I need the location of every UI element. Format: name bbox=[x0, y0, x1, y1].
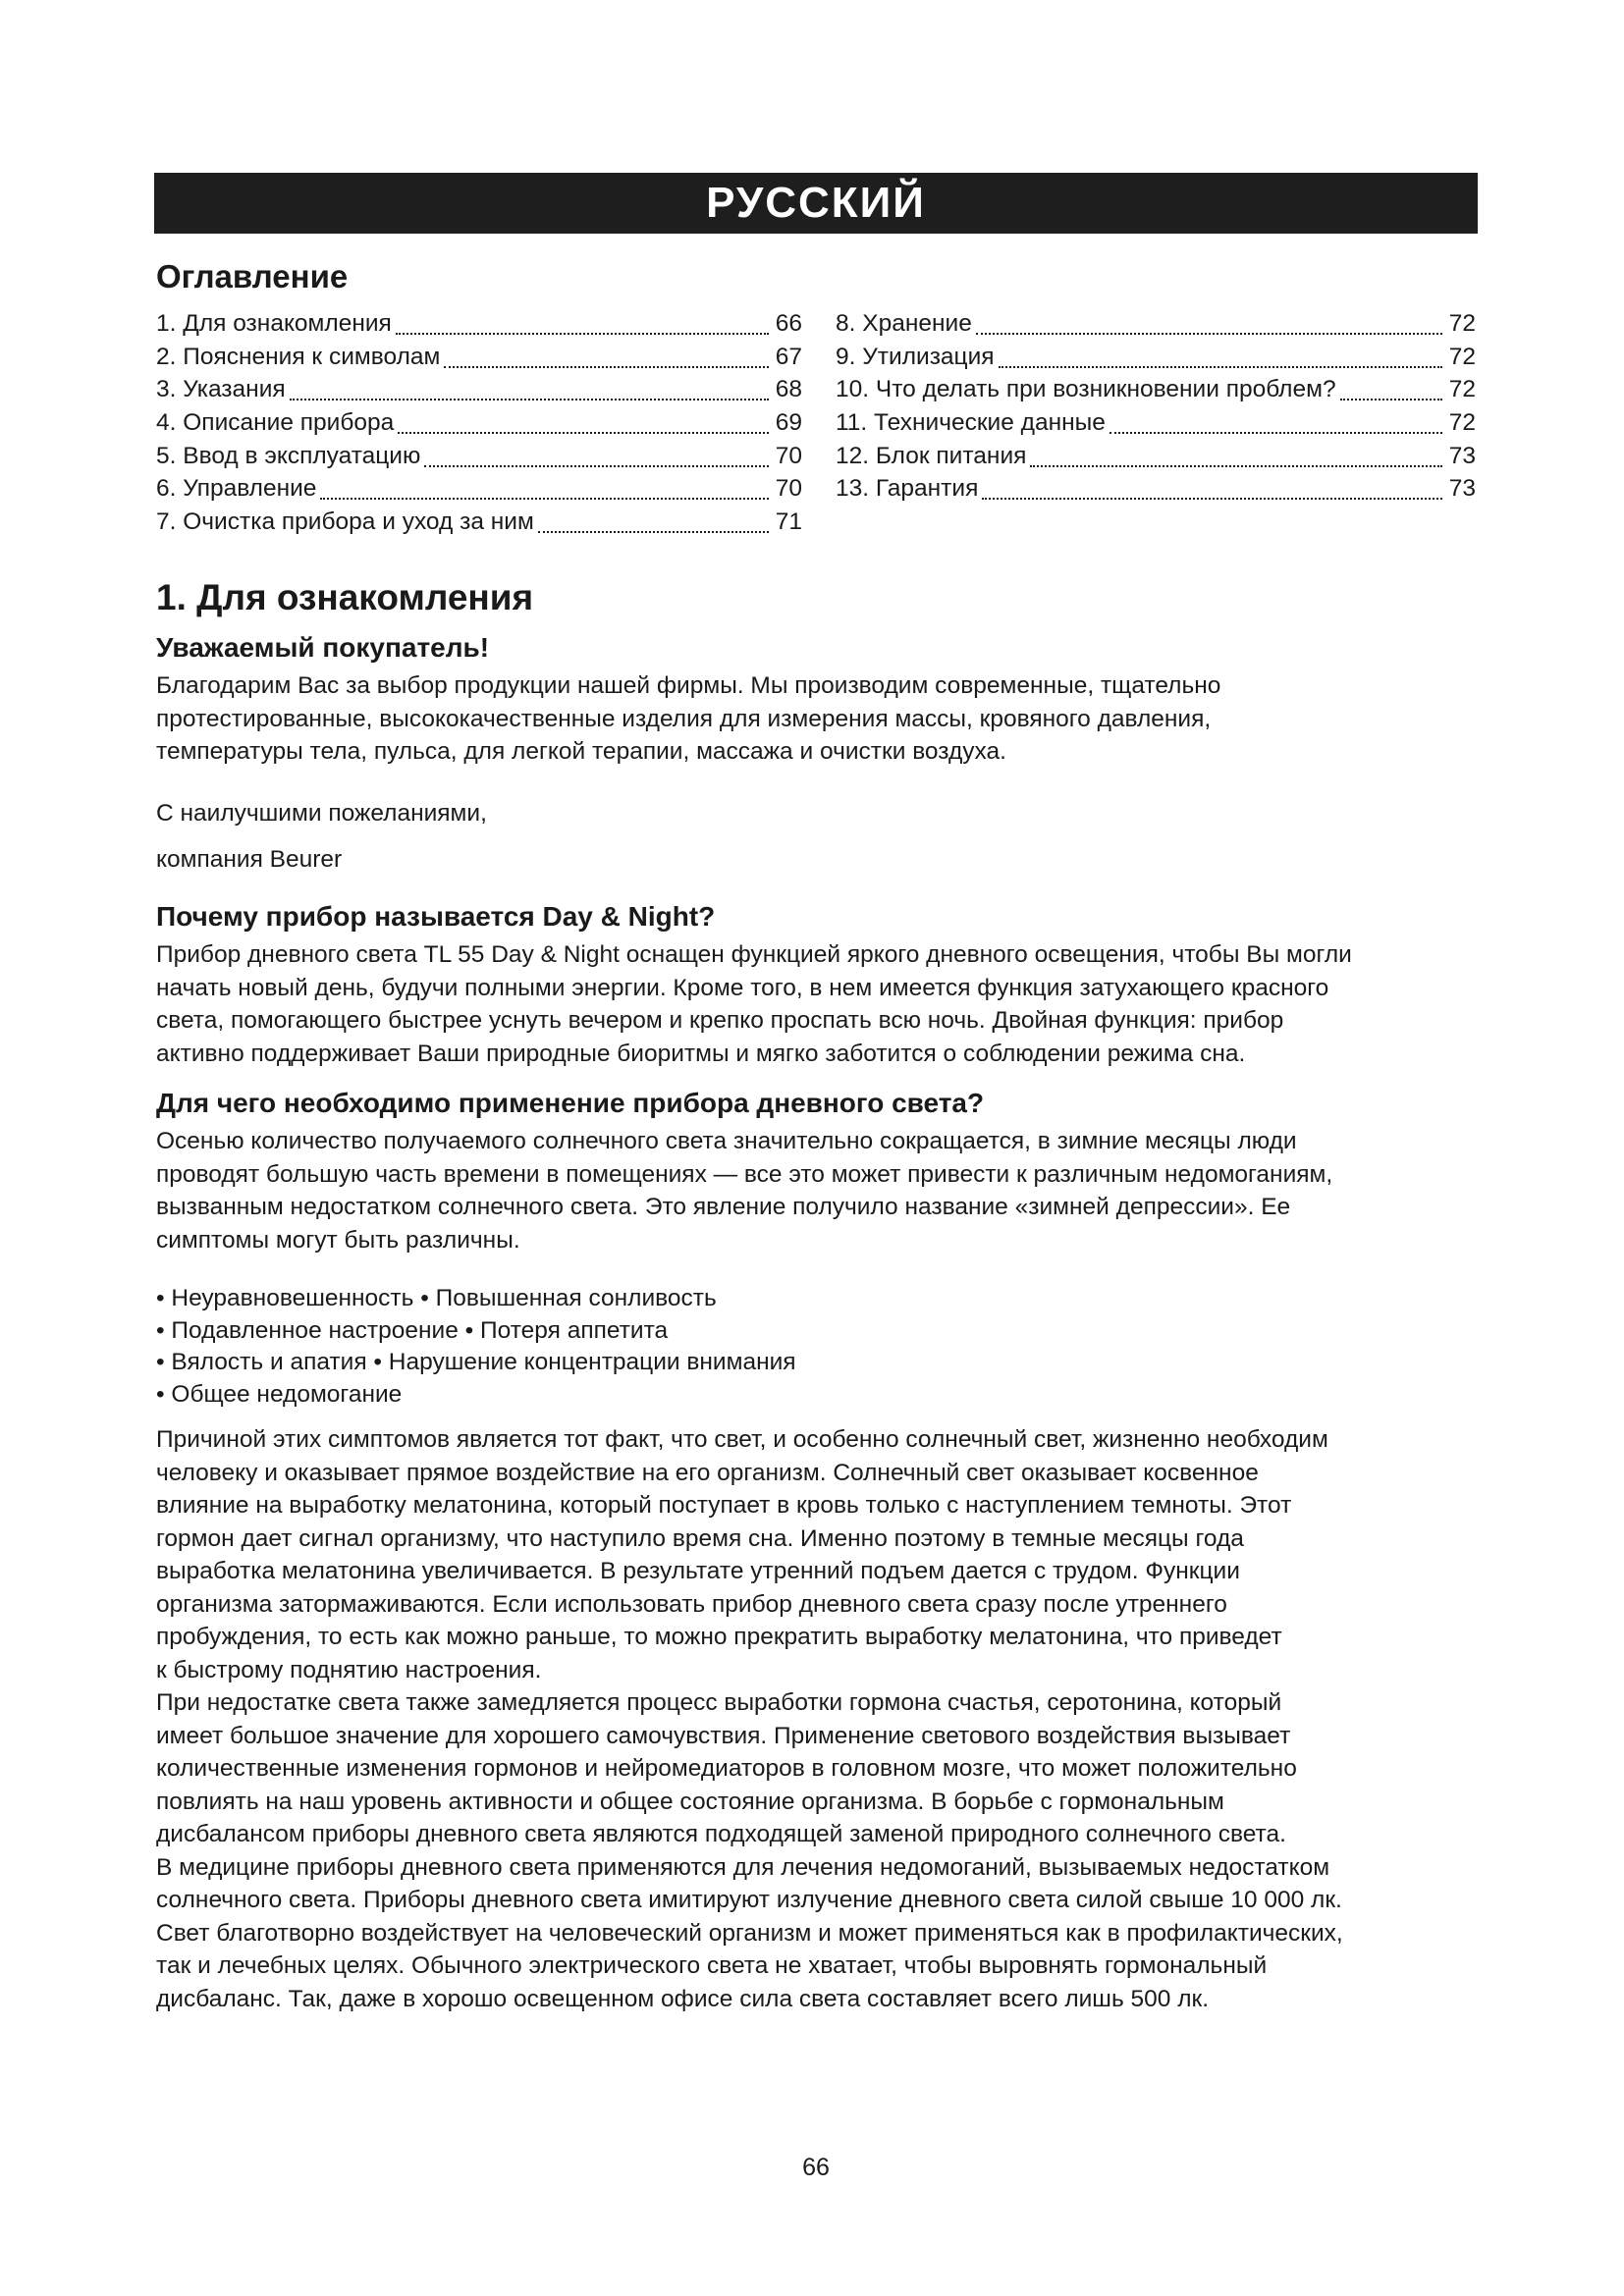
toc-item-label: 6. Управление bbox=[156, 475, 317, 503]
text-line: проводят большую часть времени в помещениях — все это может привести к различным недомоганиям, bbox=[156, 1160, 1333, 1188]
toc-item-page: 72 bbox=[1448, 343, 1476, 370]
toc-item-label: 7. Очистка прибора и уход за ним bbox=[156, 508, 534, 536]
toc-leader bbox=[538, 531, 769, 533]
text-line: Прибор дневного света TL 55 Day & Night оснащен функцией яркого дневного освещения, чтобы Вы могли bbox=[156, 941, 1352, 968]
need-heading: Для чего необходимо применение прибора дневного света? bbox=[156, 1088, 985, 1118]
intro-paragraph bbox=[156, 669, 1480, 769]
toc-item[interactable] bbox=[156, 475, 802, 508]
toc-item-page: 67 bbox=[775, 343, 802, 370]
toc-item-page: 70 bbox=[775, 442, 802, 469]
text-line: вызванным недостатком солнечного света. Это явление получило название «зимней депрессии». Ее bbox=[156, 1194, 1291, 1220]
toc-item-page: 68 bbox=[775, 376, 802, 403]
toc-item-label: 13. Гарантия bbox=[836, 475, 979, 503]
toc-leader bbox=[320, 498, 769, 500]
toc-item-label: 8. Хранение bbox=[836, 310, 972, 337]
toc-item[interactable] bbox=[836, 344, 1476, 377]
why-heading: Почему прибор называется Day & Night? bbox=[156, 901, 716, 932]
toc-leader bbox=[396, 333, 769, 335]
toc-leader bbox=[999, 366, 1442, 368]
text-line: Благодарим Вас за выбор продукции нашей фирмы. Мы производим современные, тщательно bbox=[156, 672, 1221, 699]
text-line: Осенью количество получаемого солнечного света значительно сокращается, в зимние месяцы люди bbox=[156, 1128, 1297, 1154]
text-line: света, помогающего быстрее уснуть вечером и крепко проспать всю ночь. Двойная функция: прибор bbox=[156, 1007, 1284, 1034]
toc-item[interactable] bbox=[156, 508, 802, 542]
toc-item-page: 71 bbox=[775, 508, 802, 536]
text-line: организма затормаживаются. Если использовать прибор дневного света сразу после утреннего bbox=[156, 1590, 1227, 1618]
toc-item[interactable] bbox=[836, 475, 1476, 508]
text-line: влияние на выработку мелатонина, который поступает в кровь только с наступлением темноты. Этот bbox=[156, 1492, 1292, 1519]
text-line: дисбаланс. Так, даже в хорошо освещенном офисе сила света составляет всего лишь 500 лк. bbox=[156, 1985, 1210, 2012]
text-line: температуры тела, пульса, для легкой терапии, массажа и очистки воздуха. bbox=[156, 738, 1006, 765]
toc-item-page: 69 bbox=[775, 409, 802, 437]
toc-item[interactable] bbox=[836, 376, 1476, 409]
toc-item[interactable] bbox=[156, 376, 802, 409]
why-paragraph bbox=[156, 938, 1480, 1070]
text-line: количественные изменения гормонов и нейромедиаторов в головном мозге, что может положительно bbox=[156, 1755, 1297, 1782]
need-paragraph bbox=[156, 1125, 1480, 1256]
toc-title: Оглавление bbox=[156, 258, 349, 294]
toc-item-page: 72 bbox=[1448, 310, 1476, 337]
text-line: солнечного света. Приборы дневного света имитируют излучение дневного света силой свыше 10 000 лк. bbox=[156, 1887, 1342, 1913]
toc-leader bbox=[982, 498, 1442, 500]
symptom-item: • Вялость и апатия • Нарушение концентрации внимания bbox=[156, 1349, 796, 1375]
text-line: При недостатке света также замедляется процесс выработки гормона счастья, серотонина, который bbox=[156, 1689, 1282, 1716]
text-line: Причиной этих симптомов является тот факт, что свет, и особенно солнечный свет, жизненно необходим bbox=[156, 1426, 1328, 1453]
toc-item-label: 12. Блок питания bbox=[836, 442, 1027, 469]
toc-item[interactable] bbox=[156, 409, 802, 443]
toc-item-label: 10. Что делать при возникновении проблем? bbox=[836, 376, 1336, 403]
text-line: к быстрому поднятию настроения. bbox=[156, 1656, 542, 1683]
text-line: Свет благотворно воздействует на человеческий организм и может применяться как в профилактических, bbox=[156, 1919, 1343, 1947]
toc-item[interactable] bbox=[836, 443, 1476, 476]
toc-leader bbox=[1340, 399, 1442, 400]
text-line: начать новый день, будучи полными энергии. Кроме того, в нем имеется функция затухающего красного bbox=[156, 974, 1329, 1001]
toc-item-page: 73 bbox=[1448, 442, 1476, 469]
toc-item-label: 2. Пояснения к символам bbox=[156, 343, 441, 370]
greeting-heading: Уважаемый покупатель! bbox=[156, 632, 490, 663]
text-line: протестированные, высококачественные изделия для измерения массы, кровяного давления, bbox=[156, 705, 1212, 732]
toc-item-page: 72 bbox=[1448, 376, 1476, 403]
regards-text: С наилучшими пожеланиями, bbox=[156, 800, 487, 827]
toc-leader bbox=[976, 333, 1442, 335]
toc-item-label: 5. Ввод в эксплуатацию bbox=[156, 442, 421, 469]
toc-leader bbox=[290, 399, 769, 400]
symptom-item: • Неуравновешенность • Повышенная сонливость bbox=[156, 1285, 717, 1311]
cause-paragraph bbox=[156, 1423, 1480, 2015]
toc-item[interactable] bbox=[156, 344, 802, 377]
toc-leader bbox=[398, 432, 769, 434]
company-signature: компания Beurer bbox=[156, 846, 343, 873]
toc-leader bbox=[424, 465, 769, 467]
language-banner: РУССКИЙ bbox=[154, 173, 1478, 234]
toc-item-label: 9. Утилизация bbox=[836, 343, 995, 370]
text-line: В медицине приборы дневного света применяются для лечения недомоганий, вызываемых недостатком bbox=[156, 1853, 1330, 1881]
section-heading: 1. Для ознакомления bbox=[156, 577, 534, 617]
toc-item-page: 70 bbox=[775, 475, 802, 503]
toc-item-page: 72 bbox=[1448, 409, 1476, 437]
text-line: повлиять на наш уровень активности и общее состояние организма. В борьбе с гормональным bbox=[156, 1788, 1224, 1815]
toc-item-page: 66 bbox=[775, 310, 802, 337]
toc-item-label: 3. Указания bbox=[156, 376, 286, 403]
text-line: человеку и оказывает прямое воздействие на его организм. Солнечный свет оказывает косвенное bbox=[156, 1459, 1259, 1486]
toc-item[interactable] bbox=[156, 310, 802, 344]
toc-left-column bbox=[156, 310, 802, 542]
toc-leader bbox=[1110, 432, 1442, 434]
text-line: выработка мелатонина увеличивается. В результате утренний подъем дается с трудом. Функции bbox=[156, 1558, 1240, 1584]
toc-item[interactable] bbox=[836, 409, 1476, 443]
toc-item-label: 11. Технические данные bbox=[836, 409, 1106, 437]
text-line: имеет большое значение для хорошего самочувствия. Применение светового воздействия вызывает bbox=[156, 1722, 1291, 1749]
toc-item-label: 1. Для ознакомления bbox=[156, 310, 392, 337]
toc-right-column bbox=[836, 310, 1476, 508]
symptoms-list bbox=[156, 1283, 1480, 1411]
text-line: симптомы могут быть различны. bbox=[156, 1226, 520, 1254]
symptom-item: • Подавленное настроение • Потеря аппетита bbox=[156, 1316, 669, 1344]
toc-item[interactable] bbox=[836, 310, 1476, 344]
text-line: дисбалансом приборы дневного света являются подходящей заменой природного солнечного света. bbox=[156, 1821, 1286, 1847]
text-line: активно поддерживает Ваши природные биоритмы и мягко заботится о соблюдении режима сна. bbox=[156, 1040, 1246, 1067]
toc-leader bbox=[1030, 465, 1442, 467]
page-number: 66 bbox=[802, 2154, 830, 2181]
toc-item-label: 4. Описание прибора bbox=[156, 409, 395, 437]
text-line: гормон дает сигнал организму, что наступило время сна. Именно поэтому в темные месяцы года bbox=[156, 1524, 1244, 1552]
toc-item-page: 73 bbox=[1448, 475, 1476, 503]
text-line: так и лечебных целях. Обычного электрического света не хватает, чтобы выровнять гормональный bbox=[156, 1952, 1268, 1979]
symptom-item: • Общее недомогание bbox=[156, 1380, 403, 1408]
toc-leader bbox=[444, 366, 769, 368]
toc-item[interactable] bbox=[156, 443, 802, 476]
text-line: пробуждения, то есть как можно раньше, то можно прекратить выработку мелатонина, что приведет bbox=[156, 1624, 1282, 1650]
